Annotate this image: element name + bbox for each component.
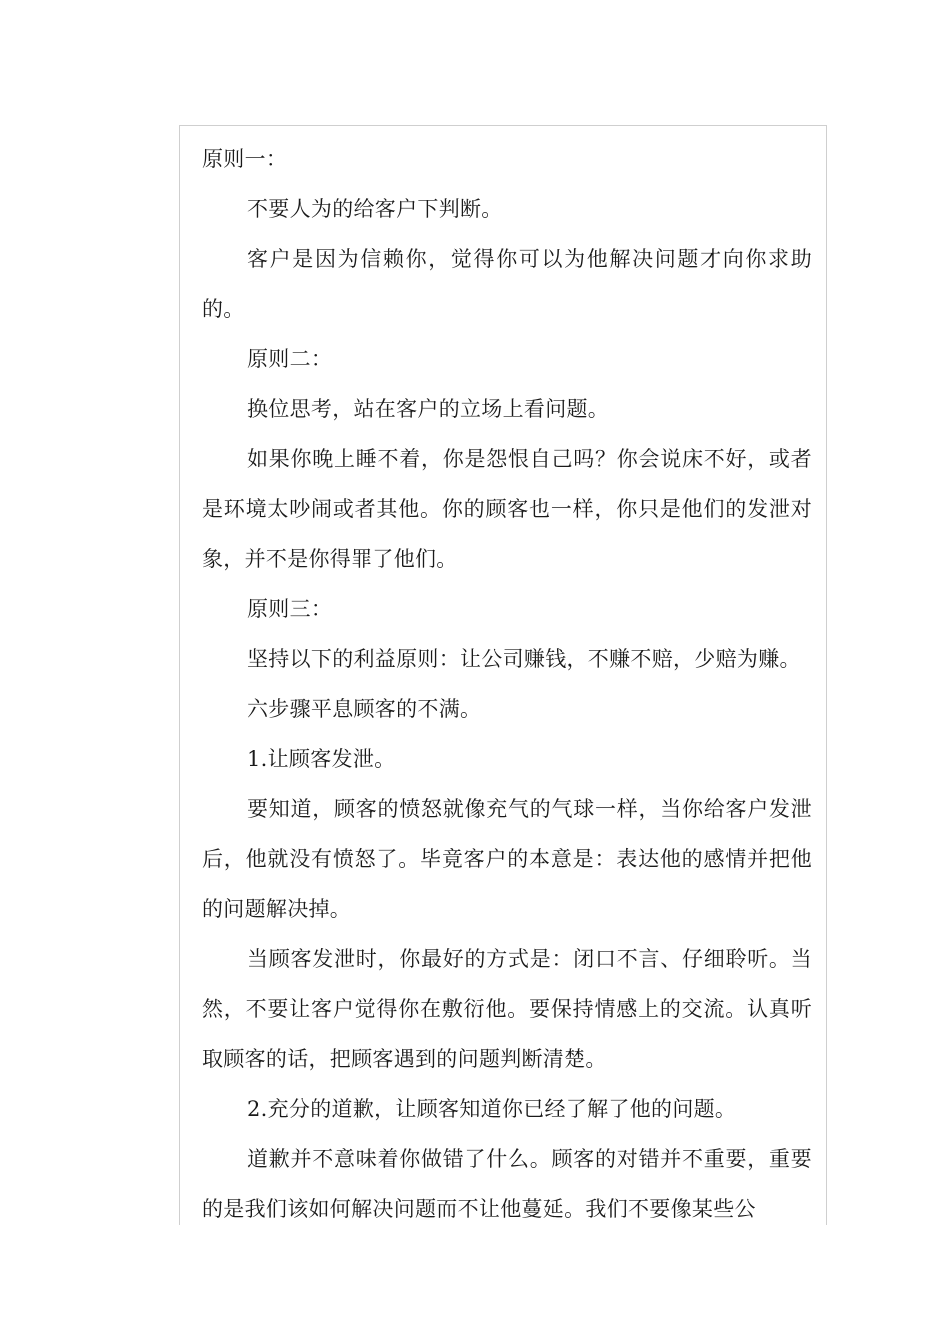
paragraph: 要知道，顾客的愤怒就像充气的气球一样，当你给客户发泄后，他就没有愤怒了。毕竟客户的本意是：表达他的感情并把他的问题解决掉。 [202, 797, 812, 921]
paragraph: 如果你晚上睡不着，你是怨恨自己吗？你会说床不好，或者是环境太吵闹或者其他。你的顾客也一样，你只是他们的发泄对象，并不是你得罪了他们。 [202, 447, 812, 571]
document-page [179, 125, 827, 1225]
paragraph: 当顾客发泄时，你最好的方式是：闭口不言、仔细聆听。当然，不要让客户觉得你在敷衍他。要保持情感上的交流。认真听取顾客的话，把顾客遇到的问题判断清楚。 [202, 947, 812, 1071]
paragraph: 2.充分的道歉，让顾客知道你已经了解了他的问题。 [247, 1097, 737, 1121]
paragraph: 不要人为的给客户下判断。 [247, 197, 503, 221]
paragraph: 换位思考，站在客户的立场上看问题。 [247, 397, 610, 421]
paragraph: 1.让顾客发泄。 [247, 747, 396, 771]
paragraph: 道歉并不意味着你做错了什么。顾客的对错并不重要，重要的是我们该如何解决问题而不让他蔓延。我们不要像某些公 [202, 1147, 812, 1221]
paragraph: 原则三： [247, 597, 333, 621]
paragraph: 原则二： [247, 347, 333, 371]
paragraph: 客户是因为信赖你，觉得你可以为他解决问题才向你求助的。 [202, 247, 812, 321]
paragraph: 坚持以下的利益原则：让公司赚钱，不赚不赔，少赔为赚。 [247, 647, 801, 671]
paragraph: 六步骤平息顾客的不满。 [247, 697, 482, 721]
document-body [202, 134, 812, 1225]
paragraph: 原则一： [202, 147, 288, 171]
